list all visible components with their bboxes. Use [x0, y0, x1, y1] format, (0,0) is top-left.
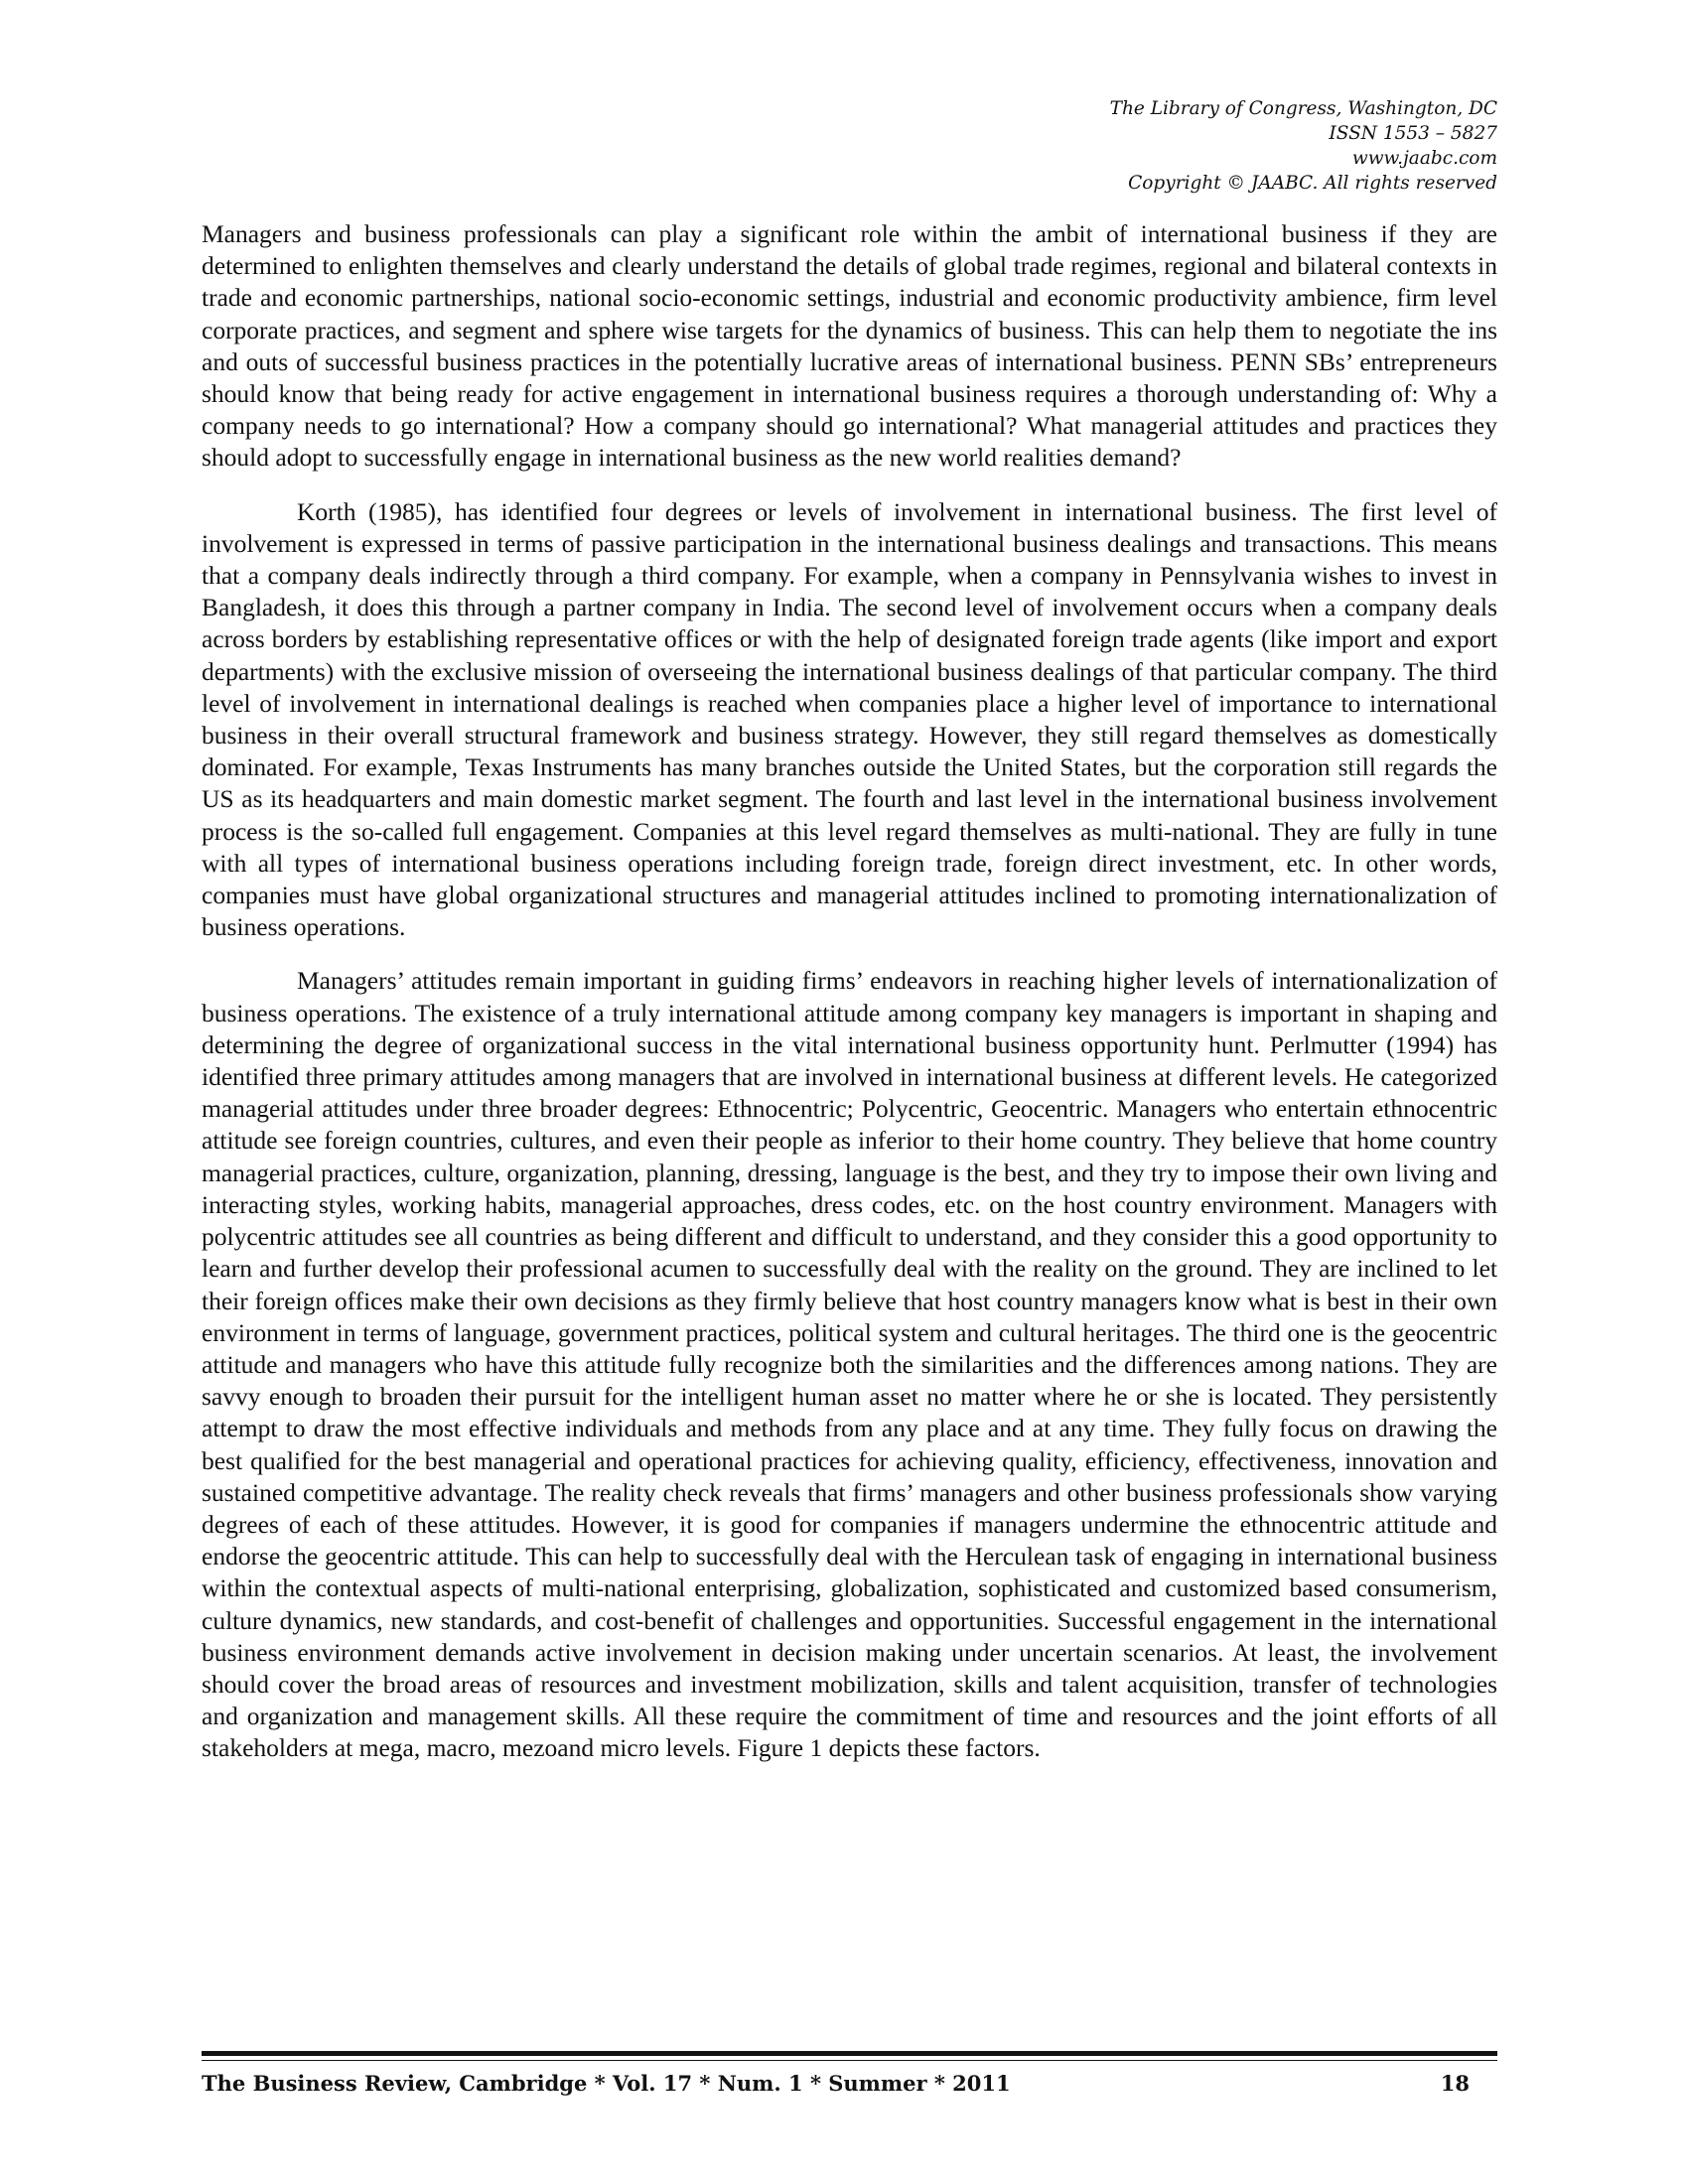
header-issn: ISSN 1553 – 5827	[1329, 123, 1497, 144]
footer-rule-thin	[202, 2060, 1497, 2061]
running-header	[993, 96, 1497, 196]
article-body	[202, 218, 1497, 1787]
header-website: www.jaabc.com	[1351, 148, 1497, 169]
page-number: 18	[1440, 2071, 1470, 2096]
footer-journal: The Business Review, Cambridge * Vol. 17 * Num. 1 * Summer * 2011	[202, 2071, 1011, 2096]
footer-rule-thick	[202, 2051, 1497, 2056]
header-library: The Library of Congress, Washington, DC	[1109, 98, 1497, 119]
paragraph-1: Managers and business professionals can play a significant role within the ambit of international business if they are determined to enlighten themselves and clearly understand the details of global trade regimes, regional and bilateral contexts in trade and economic partnerships, national socio-economic settings, industrial and economic productivity ambience, firm level corporate practices, and segment and sphere wise targets for the dynamics of business. This can help them to negotiate the ins and outs of successful business practices in the potentially lucrative areas of international business. PENN SBs’ entrepreneurs should know that being ready for active engagement in international business requires a thorough understanding of: Why a company needs to go international? How a company should go international? What managerial attitudes and practices they should adopt to successfully engage in international business as the new world realities demand?	[202, 219, 1497, 473]
header-copyright: Copyright © JAABC. All rights reserved	[1128, 173, 1497, 194]
paragraph-2: Korth (1985), has identified four degrees or levels of involvement in international business. The first level of involvement is expressed in terms of passive participation in the international business dealings and transactions. This means that a company deals indirectly through a third company. For example, when a company in Pennsylvania wishes to invest in Bangladesh, it does this through a partner company in India. The second level of involvement occurs when a company deals across borders by establishing representative offices or with the help of designated foreign trade agents (like import and export departments) with the exclusive mission of overseeing the international business dealings of that particular company. The third level of involvement in international dealings is reached when companies place a higher level of importance to international business in their overall structural framework and business strategy. However, they still regard themselves as domestically dominated. For example, Texas Instruments has many branches outside the United States, but the corporation still regards the US as its headquarters and main domestic market segment. The fourth and last level in the international business involvement process is the so-called full engagement. Companies at this level regard themselves as multi-national. They are fully in tune with all types of international business operations including foreign trade, foreign direct investment, etc. In other words, companies must have global organizational structures and managerial attitudes inclined to promoting internationalization of business operations.	[202, 496, 1497, 942]
paragraph-3: Managers’ attitudes remain important in guiding firms’ endeavors in reaching higher levels of internationalization of business operations. The existence of a truly international attitude among company key managers is important in shaping and determining the degree of organizational success in the vital international business opportunity hunt. Perlmutter (1994) has identified three primary attitudes among managers that are involved in international business at different levels. He categorized managerial attitudes under three broader degrees: Ethnocentric; Polycentric, Geocentric. Managers who entertain ethnocentric attitude see foreign countries, cultures, and even their people as inferior to their home country. They believe that home country managerial practices, culture, organization, planning, dressing, language is the best, and they try to impose their own living and interacting styles, working habits, managerial approaches, dress codes, etc. on the host country environment. Managers with polycentric attitudes see all countries as being different and difficult to understand, and they consider this a good opportunity to learn and further develop their professional acumen to successfully deal with the reality on the ground. They are inclined to let their foreign offices make their own decisions as they firmly believe that host country managers know what is best in their own environment in terms of language, government practices, political system and cultural heritages. The third one is the geocentric attitude and managers who have this attitude fully recognize both the similarities and the differences among nations. They are savvy enough to broaden their pursuit for the intelligent human asset no matter where he or she is located. They persistently attempt to draw the most effective individuals and methods from any place and at any time. They fully focus on drawing the best qualified for the best managerial and operational practices for achieving quality, efficiency, effectiveness, innovation and sustained competitive advantage. The reality check reveals that firms’ managers and other business professionals show varying degrees of each of these attitudes. However, it is good for companies if managers undermine the ethnocentric attitude and endorse the geocentric attitude. This can help to successfully deal with the Herculean task of engaging in international business within the contextual aspects of multi-national enterprising, globalization, sophisticated and customized based consumerism, culture dynamics, new standards, and cost-benefit of challenges and opportunities. Successful engagement in the international business environment demands active involvement in decision making under uncertain scenarios. At least, the involvement should cover the broad areas of resources and investment mobilization, skills and talent acquisition, transfer of technologies and organization and management skills. All these require the commitment of time and resources and the joint efforts of all stakeholders at mega, macro, mezoand micro levels. Figure 1 depicts these factors.	[202, 966, 1497, 1763]
